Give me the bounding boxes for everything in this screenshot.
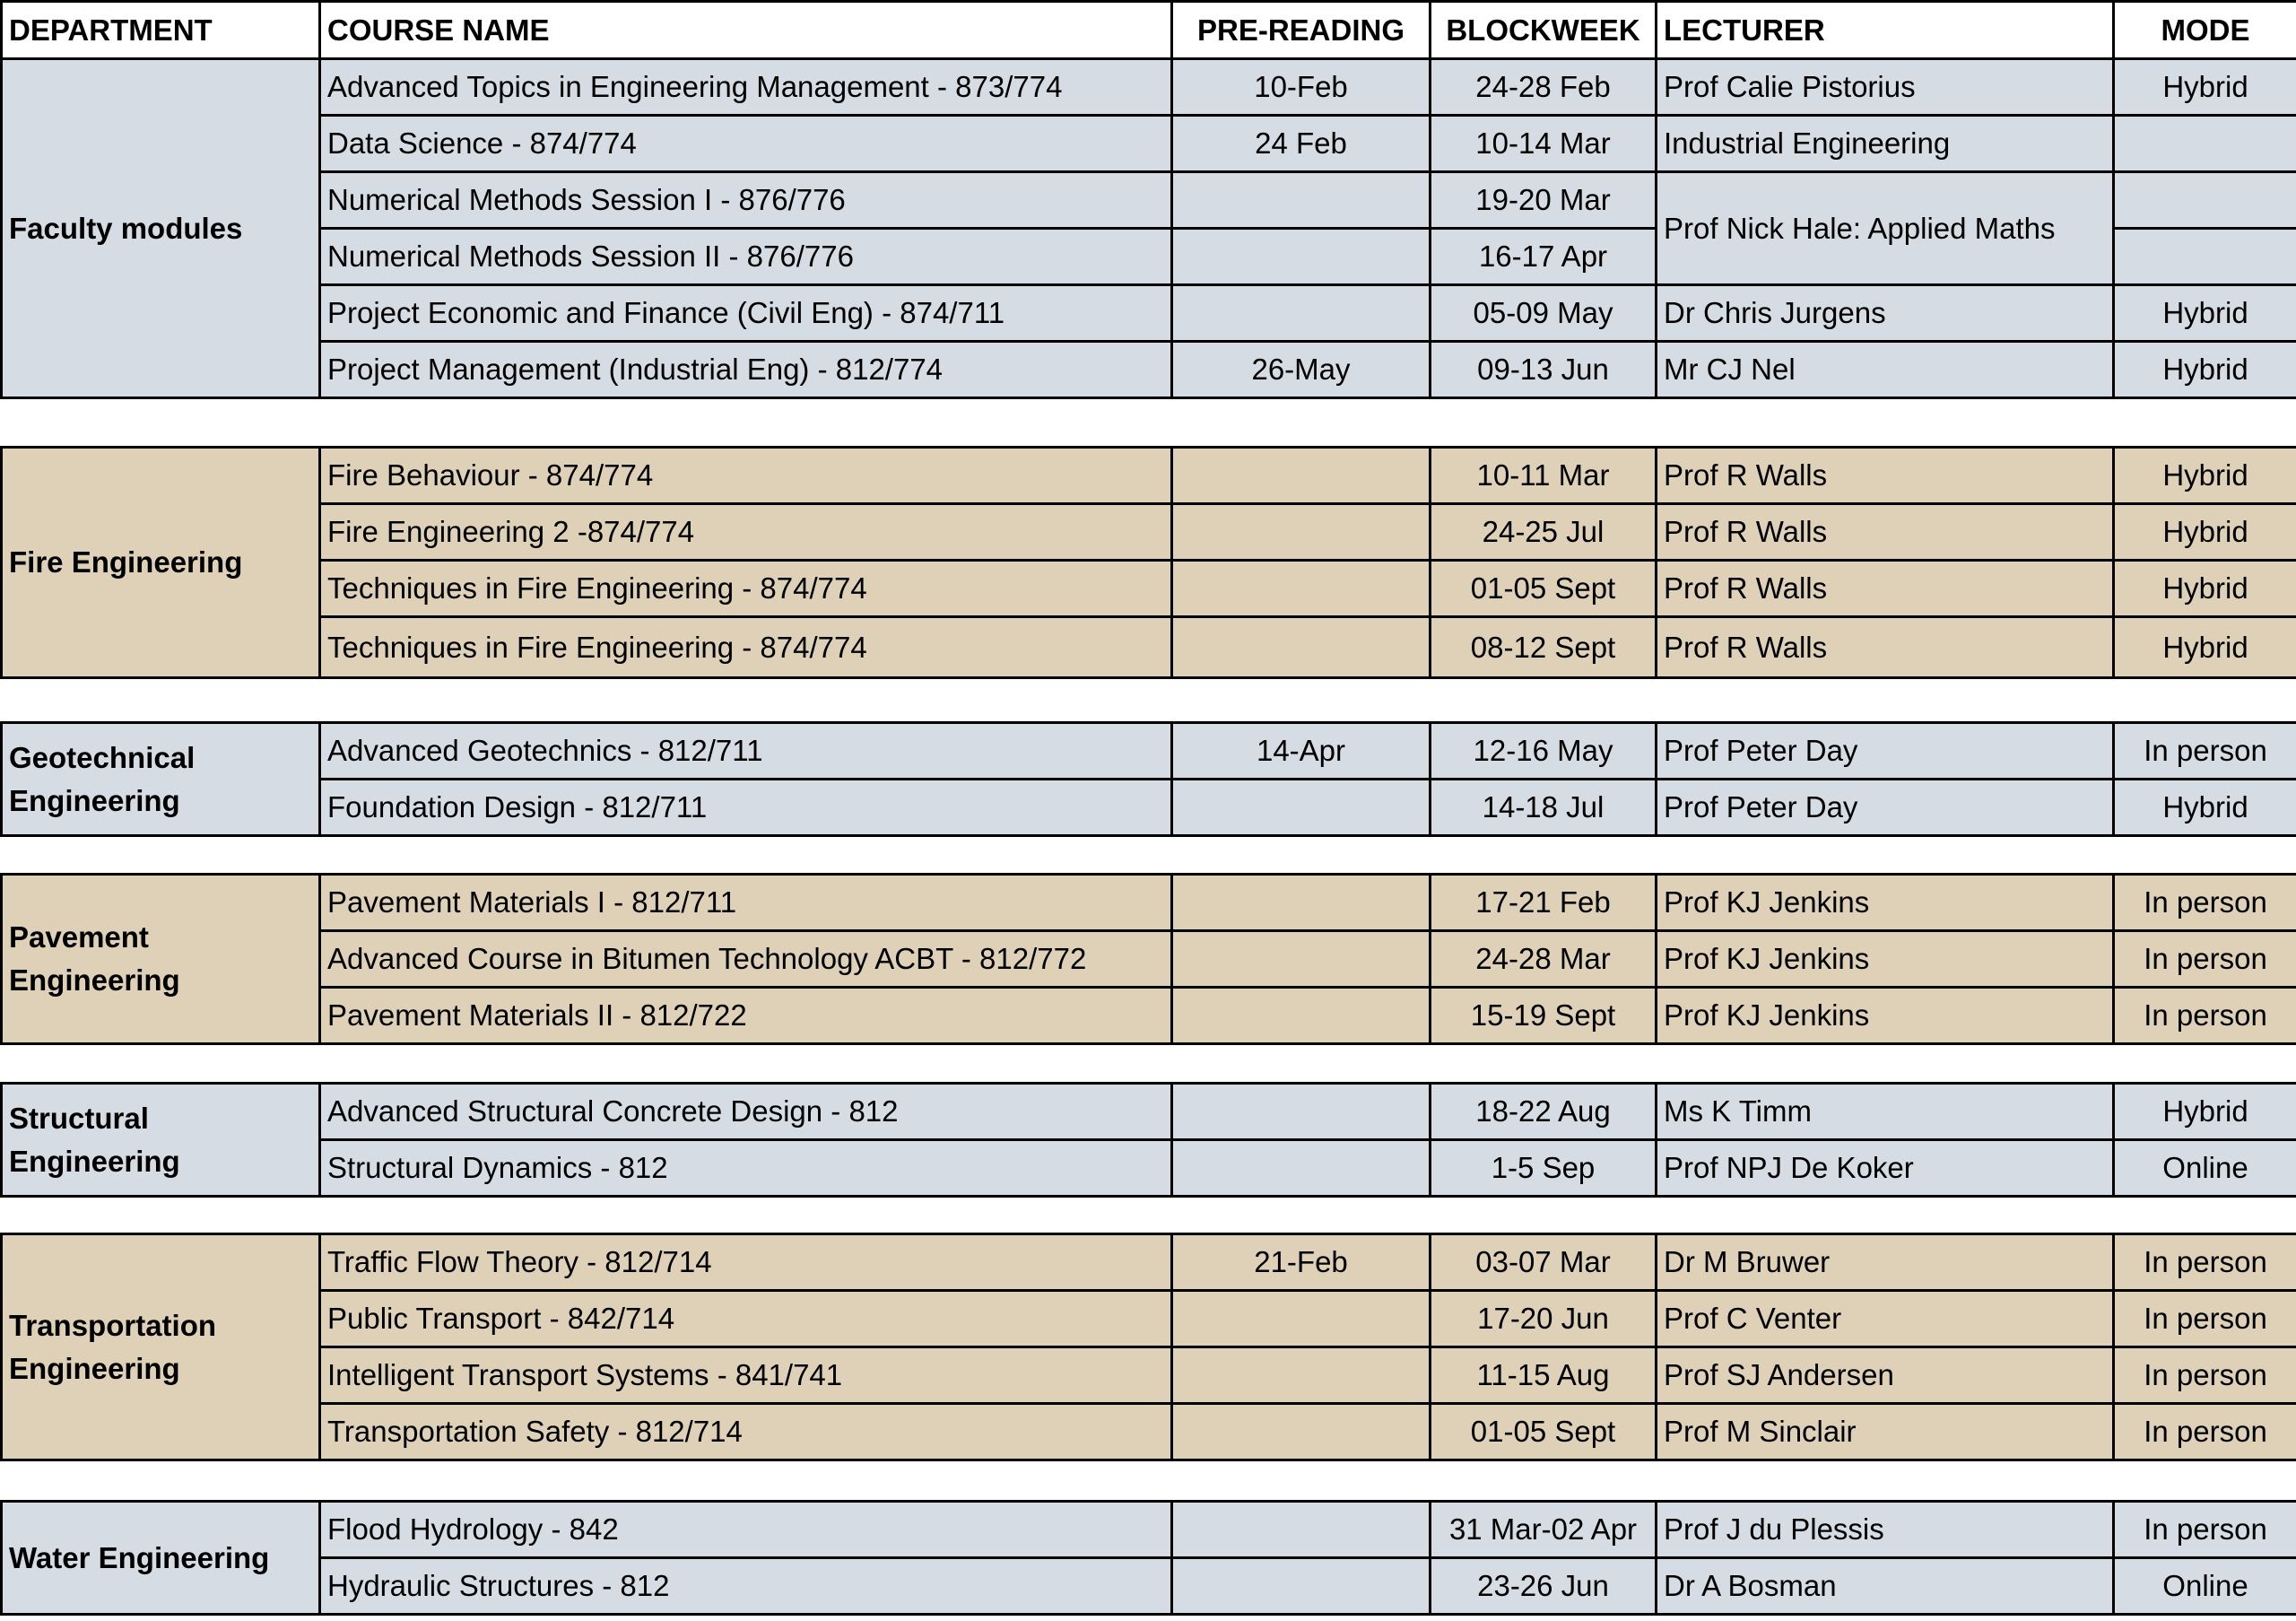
mode-cell: Hybrid (2114, 448, 2296, 504)
course-cell: Project Management (Industrial Eng) - 812/774 (320, 342, 1172, 398)
course-cell: Advanced Course in Bitumen Technology ACBT - 812/772 (320, 931, 1172, 988)
table-row (2, 342, 2296, 398)
blockweek-cell: 24-25 Jul (1431, 504, 1657, 561)
table-row (2, 1140, 2296, 1197)
header-row (2, 2, 2296, 59)
mode-cell: Hybrid (2114, 561, 2296, 617)
table-row (2, 1234, 2296, 1291)
mode-cell: Online (2114, 1140, 2296, 1197)
blockweek-cell: 24-28 Feb (1431, 59, 1657, 116)
pre-reading-cell (1172, 504, 1431, 561)
mode-cell (2114, 116, 2296, 172)
lecturer-cell: Ms K Timm (1657, 1084, 2114, 1140)
blockweek-cell: 19-20 Mar (1431, 172, 1657, 229)
mode-cell: Hybrid (2114, 342, 2296, 398)
pre-reading-cell (1172, 1404, 1431, 1460)
header-department: DEPARTMENT (2, 2, 320, 59)
table-row (2, 988, 2296, 1044)
table-row (2, 931, 2296, 988)
table-row (2, 1558, 2296, 1615)
mode-cell: Hybrid (2114, 780, 2296, 836)
lecturer-cell: Prof R Walls (1657, 617, 2114, 678)
course-cell: Intelligent Transport Systems - 841/741 (320, 1347, 1172, 1404)
geotechnical-engineering-table (0, 721, 2296, 837)
pre-reading-cell (1172, 617, 1431, 678)
course-cell: Advanced Topics in Engineering Management - 873/774 (320, 59, 1172, 116)
mode-cell: In person (2114, 1234, 2296, 1291)
lecturer-cell: Industrial Engineering (1657, 116, 2114, 172)
course-cell: Advanced Structural Concrete Design - 812 (320, 1084, 1172, 1140)
lecturer-cell: Dr M Bruwer (1657, 1234, 2114, 1291)
pre-reading-cell (1172, 561, 1431, 617)
lecturer-cell: Prof SJ Andersen (1657, 1347, 2114, 1404)
course-cell: Advanced Geotechnics - 812/711 (320, 723, 1172, 780)
table-row (2, 285, 2296, 342)
table-row (2, 561, 2296, 617)
course-cell: Foundation Design - 812/711 (320, 780, 1172, 836)
department-cell: Water Engineering (2, 1502, 320, 1615)
faculty-modules-table (0, 0, 2296, 399)
mode-cell: In person (2114, 1502, 2296, 1558)
blockweek-cell: 01-05 Sept (1431, 561, 1657, 617)
mode-cell: Online (2114, 1558, 2296, 1615)
header-pre-reading: PRE-READING (1172, 2, 1431, 59)
blockweek-cell: 24-28 Mar (1431, 931, 1657, 988)
course-cell: Structural Dynamics - 812 (320, 1140, 1172, 1197)
pre-reading-cell (1172, 1347, 1431, 1404)
blockweek-cell: 23-26 Jun (1431, 1558, 1657, 1615)
blockweek-cell: 09-13 Jun (1431, 342, 1657, 398)
mode-cell (2114, 229, 2296, 285)
lecturer-cell: Prof R Walls (1657, 448, 2114, 504)
pre-reading-cell (1172, 448, 1431, 504)
table-row (2, 723, 2296, 780)
pre-reading-cell (1172, 875, 1431, 931)
course-cell: Pavement Materials I - 812/711 (320, 875, 1172, 931)
pre-reading-cell (1172, 1140, 1431, 1197)
table-row (2, 1404, 2296, 1460)
mode-cell: In person (2114, 931, 2296, 988)
table-row (2, 116, 2296, 172)
pre-reading-cell (1172, 931, 1431, 988)
mode-cell: Hybrid (2114, 504, 2296, 561)
table-row (2, 1084, 2296, 1140)
blockweek-cell: 03-07 Mar (1431, 1234, 1657, 1291)
pre-reading-cell (1172, 1502, 1431, 1558)
course-cell: Hydraulic Structures - 812 (320, 1558, 1172, 1615)
table-row (2, 1502, 2296, 1558)
blockweek-cell: 16-17 Apr (1431, 229, 1657, 285)
course-cell: Transportation Safety - 812/714 (320, 1404, 1172, 1460)
course-cell: Public Transport - 842/714 (320, 1291, 1172, 1347)
table-row (2, 59, 2296, 116)
table-row (2, 1347, 2296, 1404)
lecturer-cell: Prof Calie Pistorius (1657, 59, 2114, 116)
lecturer-cell: Prof Peter Day (1657, 780, 2114, 836)
lecturer-cell: Prof C Venter (1657, 1291, 2114, 1347)
course-cell: Techniques in Fire Engineering - 874/774 (320, 561, 1172, 617)
pre-reading-cell (1172, 1291, 1431, 1347)
table-row (2, 617, 2296, 678)
blockweek-cell: 08-12 Sept (1431, 617, 1657, 678)
department-cell: Faculty modules (2, 59, 320, 398)
pre-reading-cell (1172, 229, 1431, 285)
blockweek-cell: 12-16 May (1431, 723, 1657, 780)
lecturer-cell: Prof M Sinclair (1657, 1404, 2114, 1460)
course-cell: Numerical Methods Session I - 876/776 (320, 172, 1172, 229)
table-row (2, 172, 2296, 229)
pre-reading-cell (1172, 285, 1431, 342)
department-cell: Pavement Engineering (2, 875, 320, 1044)
course-cell: Data Science - 874/774 (320, 116, 1172, 172)
table-row (2, 875, 2296, 931)
mode-cell (2114, 172, 2296, 229)
course-cell: Flood Hydrology - 842 (320, 1502, 1172, 1558)
blockweek-cell: 11-15 Aug (1431, 1347, 1657, 1404)
lecturer-cell: Prof NPJ De Koker (1657, 1140, 2114, 1197)
pre-reading-cell: 14-Apr (1172, 723, 1431, 780)
blockweek-cell: 01-05 Sept (1431, 1404, 1657, 1460)
mode-cell: Hybrid (2114, 59, 2296, 116)
course-cell: Project Economic and Finance (Civil Eng) - 874/711 (320, 285, 1172, 342)
mode-cell: In person (2114, 875, 2296, 931)
pre-reading-cell (1172, 1084, 1431, 1140)
blockweek-cell: 18-22 Aug (1431, 1084, 1657, 1140)
mode-cell: Hybrid (2114, 1084, 2296, 1140)
lecturer-cell: Mr CJ Nel (1657, 342, 2114, 398)
course-cell: Fire Behaviour - 874/774 (320, 448, 1172, 504)
lecturer-cell: Prof Nick Hale: Applied Maths (1657, 172, 2114, 285)
blockweek-cell: 1-5 Sep (1431, 1140, 1657, 1197)
pre-reading-cell (1172, 172, 1431, 229)
header-mode: MODE (2114, 2, 2296, 59)
water-engineering-table (0, 1500, 2296, 1616)
department-cell: Transportation Engineering (2, 1234, 320, 1460)
blockweek-cell: 31 Mar-02 Apr (1431, 1502, 1657, 1558)
blockweek-cell: 14-18 Jul (1431, 780, 1657, 836)
course-cell: Pavement Materials II - 812/722 (320, 988, 1172, 1044)
department-cell: Structural Engineering (2, 1084, 320, 1197)
mode-cell: In person (2114, 1347, 2296, 1404)
course-cell: Techniques in Fire Engineering - 874/774 (320, 617, 1172, 678)
blockweek-cell: 17-20 Jun (1431, 1291, 1657, 1347)
blockweek-cell: 10-14 Mar (1431, 116, 1657, 172)
pre-reading-cell: 21-Feb (1172, 1234, 1431, 1291)
blockweek-cell: 10-11 Mar (1431, 448, 1657, 504)
lecturer-cell: Dr Chris Jurgens (1657, 285, 2114, 342)
lecturer-cell: Prof KJ Jenkins (1657, 988, 2114, 1044)
pre-reading-cell: 24 Feb (1172, 116, 1431, 172)
lecturer-cell: Prof KJ Jenkins (1657, 875, 2114, 931)
mode-cell: In person (2114, 1291, 2296, 1347)
pre-reading-cell: 10-Feb (1172, 59, 1431, 116)
department-cell: Fire Engineering (2, 448, 320, 678)
header-blockweek: BLOCKWEEK (1431, 2, 1657, 59)
table-row (2, 780, 2296, 836)
blockweek-cell: 05-09 May (1431, 285, 1657, 342)
course-cell: Fire Engineering 2 -874/774 (320, 504, 1172, 561)
lecturer-cell: Dr A Bosman (1657, 1558, 2114, 1615)
pre-reading-cell (1172, 988, 1431, 1044)
lecturer-cell: Prof J du Plessis (1657, 1502, 2114, 1558)
department-cell: Geotechnical Engineering (2, 723, 320, 836)
mode-cell: In person (2114, 1404, 2296, 1460)
pre-reading-cell (1172, 1558, 1431, 1615)
lecturer-cell: Prof R Walls (1657, 504, 2114, 561)
course-cell: Traffic Flow Theory - 812/714 (320, 1234, 1172, 1291)
table-row (2, 504, 2296, 561)
lecturer-cell: Prof R Walls (1657, 561, 2114, 617)
mode-cell: In person (2114, 723, 2296, 780)
lecturer-cell: Prof KJ Jenkins (1657, 931, 2114, 988)
table-row (2, 448, 2296, 504)
blockweek-cell: 15-19 Sept (1431, 988, 1657, 1044)
blockweek-cell: 17-21 Feb (1431, 875, 1657, 931)
header-course-name: COURSE NAME (320, 2, 1172, 59)
mode-cell: Hybrid (2114, 617, 2296, 678)
mode-cell: Hybrid (2114, 285, 2296, 342)
course-cell: Numerical Methods Session II - 876/776 (320, 229, 1172, 285)
lecturer-cell: Prof Peter Day (1657, 723, 2114, 780)
pre-reading-cell (1172, 780, 1431, 836)
fire-engineering-table (0, 446, 2296, 679)
pre-reading-cell: 26-May (1172, 342, 1431, 398)
table-row (2, 1291, 2296, 1347)
mode-cell: In person (2114, 988, 2296, 1044)
pavement-engineering-table (0, 873, 2296, 1045)
transportation-engineering-table (0, 1233, 2296, 1461)
header-lecturer: LECTURER (1657, 2, 2114, 59)
structural-engineering-table (0, 1082, 2296, 1198)
